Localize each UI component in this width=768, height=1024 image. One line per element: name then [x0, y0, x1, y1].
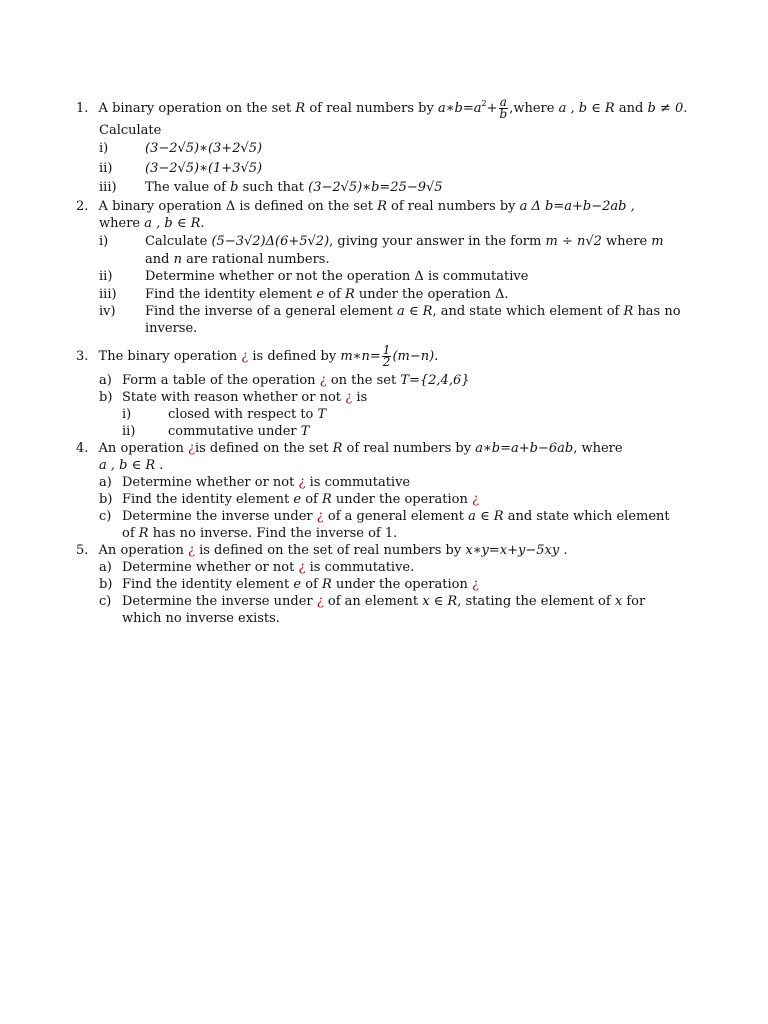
q1-definition-lhs: a∗b=a [437, 101, 482, 116]
q1-item-expression: (3−2√5)∗b=25−9√5 [308, 180, 443, 195]
q2-item-var: R [623, 304, 634, 319]
q2-item-label: iv) [99, 304, 116, 319]
q4-item-text2: of a general element [327, 509, 465, 524]
q2-item-label: ii) [99, 269, 113, 284]
q5-item-expression: x ∈ R [422, 594, 458, 609]
q4-cont-text: of [122, 526, 135, 541]
q1-item-var: b [230, 180, 239, 195]
q4-item-text2: is commutative [309, 475, 411, 490]
q2-item-1-continued [145, 252, 330, 268]
q1-frac-num: a [499, 95, 507, 109]
q4-item-text: Determine whether or not [122, 475, 295, 490]
q4-text-b: is defined on the set [194, 441, 329, 456]
operation-symbol: ¿ [316, 509, 324, 524]
q3-text: The binary operation [98, 349, 238, 364]
q4-set: R [332, 441, 343, 456]
q5-item-var2: R [321, 577, 332, 592]
q4-item-text: Find the identity element [122, 492, 290, 507]
q2-item-text2: , and state which element of [432, 304, 620, 319]
q2-item-text: Find the inverse of a general element [145, 304, 393, 319]
q3-item-b [122, 390, 367, 406]
operation-symbol: ¿ [187, 543, 195, 558]
q1-item-label: ii) [99, 161, 113, 176]
q3-item-label: b) [99, 390, 113, 405]
operation-symbol: ¿ [471, 577, 479, 592]
q4-item-var: e [293, 492, 302, 507]
q2-item-expression: (5−3√2)Δ(6+5√2) [211, 234, 330, 249]
q3-fraction [382, 345, 392, 368]
q2-item-label: iii) [99, 287, 117, 302]
q2-cont-text2: are rational numbers. [186, 252, 330, 267]
q1-item-3 [145, 180, 443, 196]
q1-fraction [499, 97, 509, 120]
q3-definition-lhs: m∗n= [340, 349, 381, 364]
q2-item-var: e [316, 287, 325, 302]
q2-item-label: i) [99, 234, 109, 249]
q1-text: A binary operation on the set [98, 101, 292, 116]
q3-item-label: a) [99, 373, 112, 388]
q5-text-b: is defined on the set of real numbers by [199, 543, 462, 558]
q2-text: A binary operation Δ is defined on the set [98, 199, 373, 214]
q1-calculate: Calculate [99, 123, 162, 138]
q2-item-expression: a ∈ R [397, 304, 433, 319]
q1-number: 1. [76, 101, 89, 116]
q5-item-text2: of [305, 577, 318, 592]
q4-item-text3: and state which element [507, 509, 670, 524]
q4-item-b [122, 492, 479, 508]
q3-subitem-var: T [300, 424, 310, 439]
q2-set: R [377, 199, 387, 214]
q1-where: ,where [509, 101, 555, 116]
q5-text: An operation [98, 543, 184, 558]
q2-item-text3: has no [637, 304, 681, 319]
operation-symbol: ¿ [298, 475, 306, 490]
q2-item-text3: where [606, 234, 648, 249]
q2-domain: a , b ∈ R. [144, 216, 205, 231]
q3-item-text: Form a table of the operation [122, 373, 316, 388]
q2-cont-var: n [173, 252, 182, 267]
q3-item-text2: on the set [330, 373, 397, 388]
q3-subitem-text: closed with respect to [168, 407, 314, 422]
q3-number: 3. [76, 349, 89, 364]
operation-symbol: ¿ [316, 594, 324, 609]
operation-symbol: ¿ [471, 492, 479, 507]
operation-symbol: ¿ [345, 390, 353, 405]
q4-domain: a , b ∈ R . [99, 458, 164, 473]
q1-line1 [76, 97, 687, 120]
operation-symbol: ¿ [187, 441, 195, 456]
operation-symbol: ¿ [298, 560, 306, 575]
q4-item-text2: of [305, 492, 318, 507]
q1-condition-2: b ≠ 0. [647, 101, 688, 116]
q1-and: and [618, 101, 644, 116]
q2-item-text2: of [328, 287, 341, 302]
q4-cont-text2: has no inverse. Find the inverse of 1. [152, 526, 398, 541]
q5-item-text3: , stating the element of [457, 594, 611, 609]
q4-number: 4. [76, 441, 89, 456]
q5-item-var: x [614, 594, 623, 609]
q5-item-text: Find the identity element [122, 577, 290, 592]
q3-line1 [76, 345, 438, 368]
q1-item-text: The value of [145, 180, 226, 195]
q5-item-text: Determine whether or not [122, 560, 295, 575]
q4-item-text3: under the operation [335, 492, 468, 507]
q2-item-text: Find the identity element [145, 287, 313, 302]
q1-frac-den: b [499, 107, 508, 121]
q4-text-c: of real numbers by [346, 441, 472, 456]
q2-number: 2. [76, 199, 89, 214]
q2-item-text: Calculate [145, 234, 208, 249]
q2-item-1 [145, 234, 664, 250]
q2-item-3 [145, 287, 509, 303]
q3-frac-den: 2 [382, 355, 391, 369]
q5-item-label: b) [99, 577, 113, 592]
q3-frac-num: 1 [382, 343, 391, 357]
q3-subitem-text: commutative under [168, 424, 297, 439]
q3-subitem-label: i) [122, 407, 132, 422]
q2-item-2: Determine whether or not the operation Δ is commutative [145, 269, 529, 284]
q5-item-a [122, 560, 414, 576]
q3-item-set: T={2,4,6} [400, 373, 470, 388]
q3-item-text: State with reason whether or not [122, 390, 342, 405]
q3-subitem-1 [168, 407, 326, 423]
q3-subitem-label: ii) [122, 424, 136, 439]
q1-exponent: 2 [481, 99, 487, 108]
q2-item-var2: R [344, 287, 355, 302]
q4-item-label: c) [99, 509, 112, 524]
q4-text: An operation [98, 441, 184, 456]
q3-definition-rhs: (m−n). [392, 349, 439, 364]
q1-item-text2: such that [242, 180, 304, 195]
q1-set: R [295, 101, 306, 116]
q5-item-text2: is commutative. [309, 560, 415, 575]
q1-item-label: i) [99, 141, 109, 156]
q2-where: where [99, 216, 141, 231]
q4-text-d: , where [573, 441, 623, 456]
q2-line1 [76, 199, 635, 215]
q4-item-text: Determine the inverse under [122, 509, 313, 524]
q5-item-c [122, 594, 645, 610]
q4-item-label: a) [99, 475, 112, 490]
q5-item-label: a) [99, 560, 112, 575]
q4-item-expression: a ∈ R [468, 509, 504, 524]
q2-text2: of real numbers by [391, 199, 516, 214]
q5-item-label: c) [99, 594, 112, 609]
q3-subitem-var: T [317, 407, 327, 422]
q1-plus: + [486, 101, 498, 116]
q4-item-label: b) [99, 492, 113, 507]
q2-definition: a Δ b=a+b−2ab , [519, 199, 635, 214]
q3-item-a [122, 373, 470, 389]
q2-line2 [99, 216, 205, 232]
q5-item-text: Determine the inverse under [122, 594, 313, 609]
q5-item-var: e [293, 577, 302, 592]
q5-item-b [122, 577, 479, 593]
q5-item-text3: under the operation [335, 577, 468, 592]
q4-item-a [122, 475, 410, 491]
q4-cont-var: R [138, 526, 149, 541]
q1-item-label: iii) [99, 180, 117, 195]
q2-item-form: m ÷ n√2 [545, 234, 602, 249]
q4-item-c [122, 509, 670, 525]
q4-item-var2: R [321, 492, 332, 507]
q1-condition: a , b ∈ R [558, 101, 615, 116]
q2-cont-text: and [145, 252, 170, 267]
q5-number: 5. [76, 543, 89, 558]
q2-item-4-continued: inverse. [145, 321, 198, 336]
q2-item-4 [145, 304, 681, 320]
operation-symbol: ¿ [319, 373, 327, 388]
operation-symbol: ¿ [241, 349, 249, 364]
q3-subitem-2 [168, 424, 309, 440]
q4-line1 [76, 441, 623, 457]
q1-item-expression: (3−2√5)∗(1+3√5) [145, 161, 263, 176]
q2-item-var: m [651, 234, 664, 249]
q3-item-text2: is [356, 390, 368, 405]
q5-item-c-continued: which no inverse exists. [122, 611, 280, 626]
q5-definition: x∗y=x+y−5xy . [465, 543, 568, 558]
q1-item-expression: (3−2√5)∗(3+2√5) [145, 141, 263, 156]
q5-line1 [76, 543, 567, 559]
q5-item-text4: for [626, 594, 646, 609]
q5-item-text2: of an element [327, 594, 419, 609]
q3-text-b: is defined by [252, 349, 337, 364]
q4-definition: a∗b=a+b−6ab [475, 441, 574, 456]
q1-text-b: of real numbers by [309, 101, 434, 116]
q4-item-c-continued [122, 526, 397, 542]
q2-item-text3: under the operation Δ. [358, 287, 509, 302]
q2-item-text2: , giving your answer in the form [329, 234, 542, 249]
